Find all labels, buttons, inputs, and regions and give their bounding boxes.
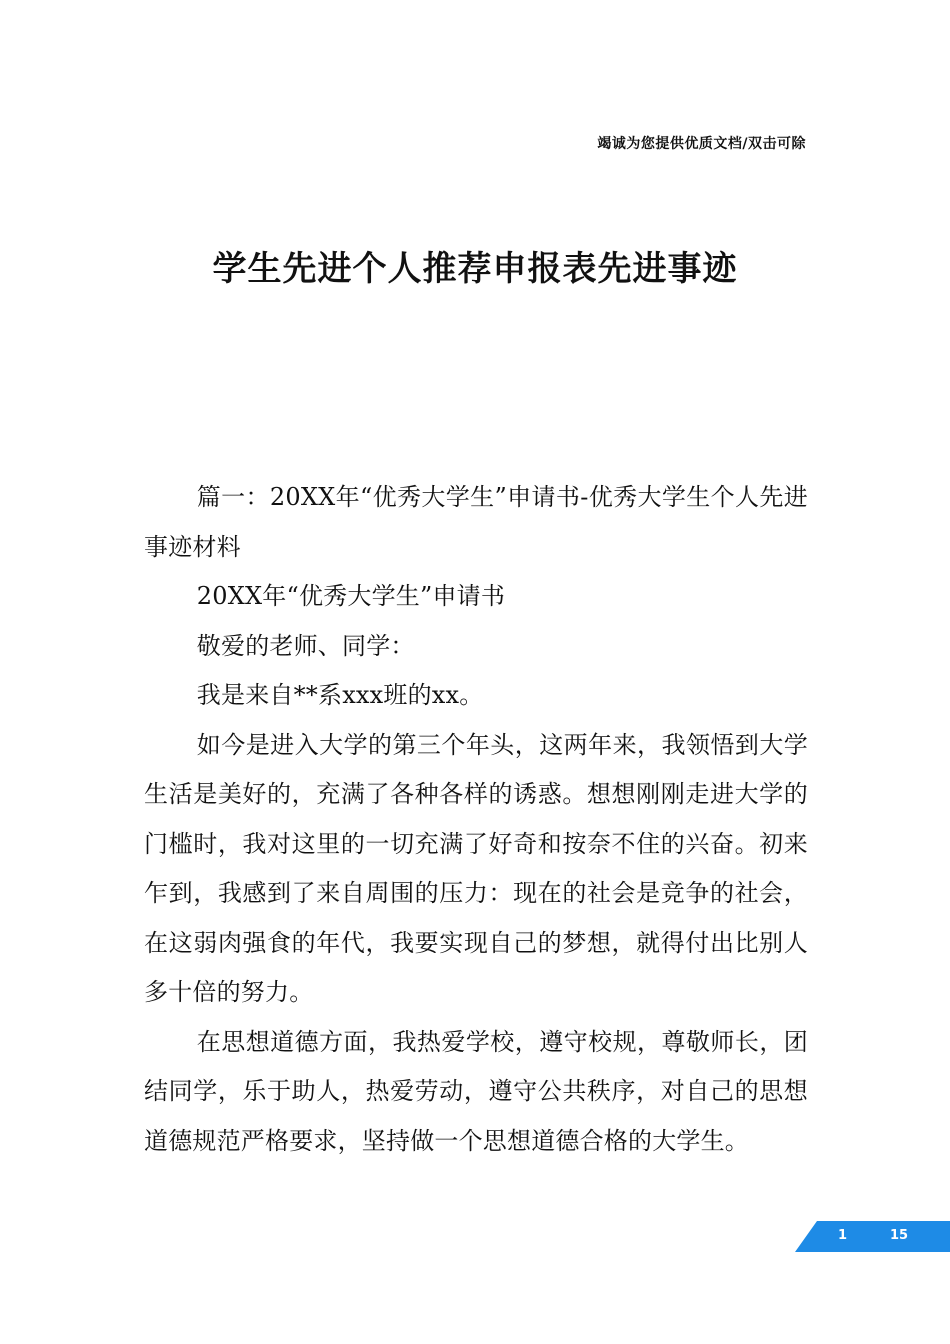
paragraph-subtitle: 20XX年“优秀大学生”申请书 (196, 582, 506, 610)
document-body (144, 473, 808, 1166)
paragraph-moral: 在思想道德方面，我热爱学校，遵守校规，尊敬师长，团结同学，乐于助人，热爱劳动，遵守公共秩序，对自己的思想道德规范严格要求，坚持做一个思想道德合格的大学生。 (144, 1027, 808, 1155)
header-note: 竭诚为您提供优质文档/双击可除 (597, 136, 806, 152)
paragraph-intro: 篇一：20XX年“优秀大学生”申请书-优秀大学生个人先进事迹材料 (144, 483, 808, 561)
total-pages-number: 15 (890, 1228, 909, 1243)
paragraph-salutation: 敬爱的老师、同学： (196, 631, 415, 660)
page-number-bar (795, 1221, 950, 1252)
current-page-number: 1 (838, 1228, 848, 1243)
paragraph-self-intro: 我是来自**系xxx班的xx。 (196, 681, 484, 709)
document-title: 学生先进个人推荐申报表先进事迹 (212, 249, 738, 289)
paragraph-university-life: 如今是进入大学的第三个年头，这两年来，我领悟到大学生活是美好的，充满了各种各样的诱惑。想想刚刚走进大学的门槛时，我对这里的一切充满了好奇和按奈不住的兴奋。初来乍到，我感到了来自周围的压力：现在的社会是竞争的社会，在这弱肉强食的年代，我要实现自己的梦想，就得付出比别人多十倍的努力。 (144, 730, 808, 1006)
